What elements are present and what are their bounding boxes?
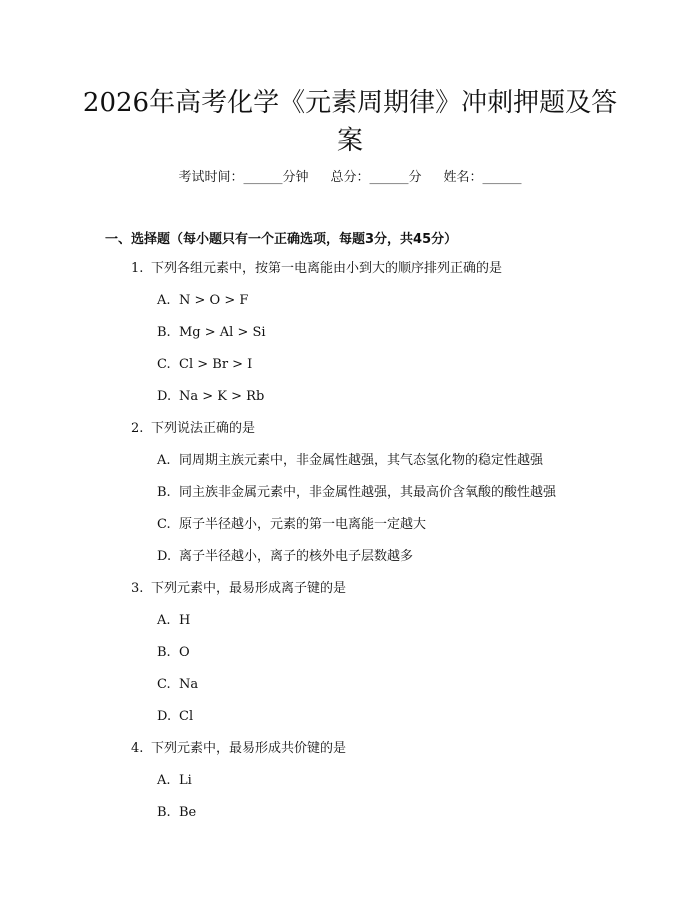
option-letter: D. [157,549,172,564]
question [131,740,346,758]
option [157,548,413,566]
option-text: Cl > Br > I [179,357,253,372]
option [157,292,248,310]
score-label: 总分： [330,170,370,185]
option-letter: D. [157,709,172,724]
document-title: 2026年高考化学《元素周期律》冲刺押题及答案 [82,88,618,156]
question-number: 4. [131,741,144,756]
option [157,484,556,502]
question-number: 1. [131,261,144,276]
name-label: 姓名： [443,170,483,185]
option-text: N > O > F [179,293,249,308]
option-letter: B. [157,645,171,660]
option-text: H [179,613,191,628]
option-text: 原子半径越小，元素的第一电离能一定越大 [179,517,427,532]
option [157,676,198,694]
option [157,612,190,630]
option [157,708,193,726]
section-heading: 一、选择题（每小题只有一个正确选项，每题3分，共45分） [105,232,458,247]
option-letter: C. [157,357,171,372]
option-text: Na [179,677,199,692]
question-text: 下列各组元素中，按第一电离能由小到大的顺序排列正确的是 [151,261,503,276]
option-text: O [179,645,190,660]
option-text: 同周期主族元素中，非金属性越强，其气态氢化物的稳定性越强 [179,453,544,468]
option [157,516,426,534]
question-text: 下列元素中，最易形成离子键的是 [151,581,347,596]
time-blank: ______ [243,170,283,185]
score-unit: 分 [408,170,422,185]
option-text: Na > K > Rb [179,389,265,404]
option-letter: A. [157,773,171,788]
option-letter: B. [157,805,171,820]
option [157,452,543,470]
question-text: 下列说法正确的是 [151,421,256,436]
option-letter: C. [157,677,171,692]
name-blank: ______ [482,170,522,185]
option-letter: A. [157,453,171,468]
question-number: 3. [131,581,144,596]
exam-meta-line [0,169,700,187]
question [131,260,502,278]
option [157,388,264,406]
option-text: Be [179,805,197,820]
option-letter: B. [157,325,171,340]
option [157,356,252,374]
option-text: Mg > Al > Si [179,325,266,340]
question-number: 2. [131,421,144,436]
option-letter: A. [157,613,171,628]
time-label: 考试时间： [178,170,244,185]
option [157,644,190,662]
option-text: 离子半径越小，离子的核外电子层数越多 [179,549,414,564]
question [131,580,346,598]
option [157,804,196,822]
option-letter: B. [157,485,171,500]
option-letter: D. [157,389,172,404]
option-text: 同主族非金属元素中，非金属性越强，其最高价含氧酸的酸性越强 [179,485,557,500]
time-unit: 分钟 [282,170,309,185]
score-blank: ______ [369,170,409,185]
option-text: Li [179,773,192,788]
question-text: 下列元素中，最易形成共价键的是 [151,741,347,756]
option-letter: C. [157,517,171,532]
option-text: Cl [179,709,194,724]
option-letter: A. [157,293,171,308]
option [157,324,266,342]
option [157,772,192,790]
question [131,420,255,438]
